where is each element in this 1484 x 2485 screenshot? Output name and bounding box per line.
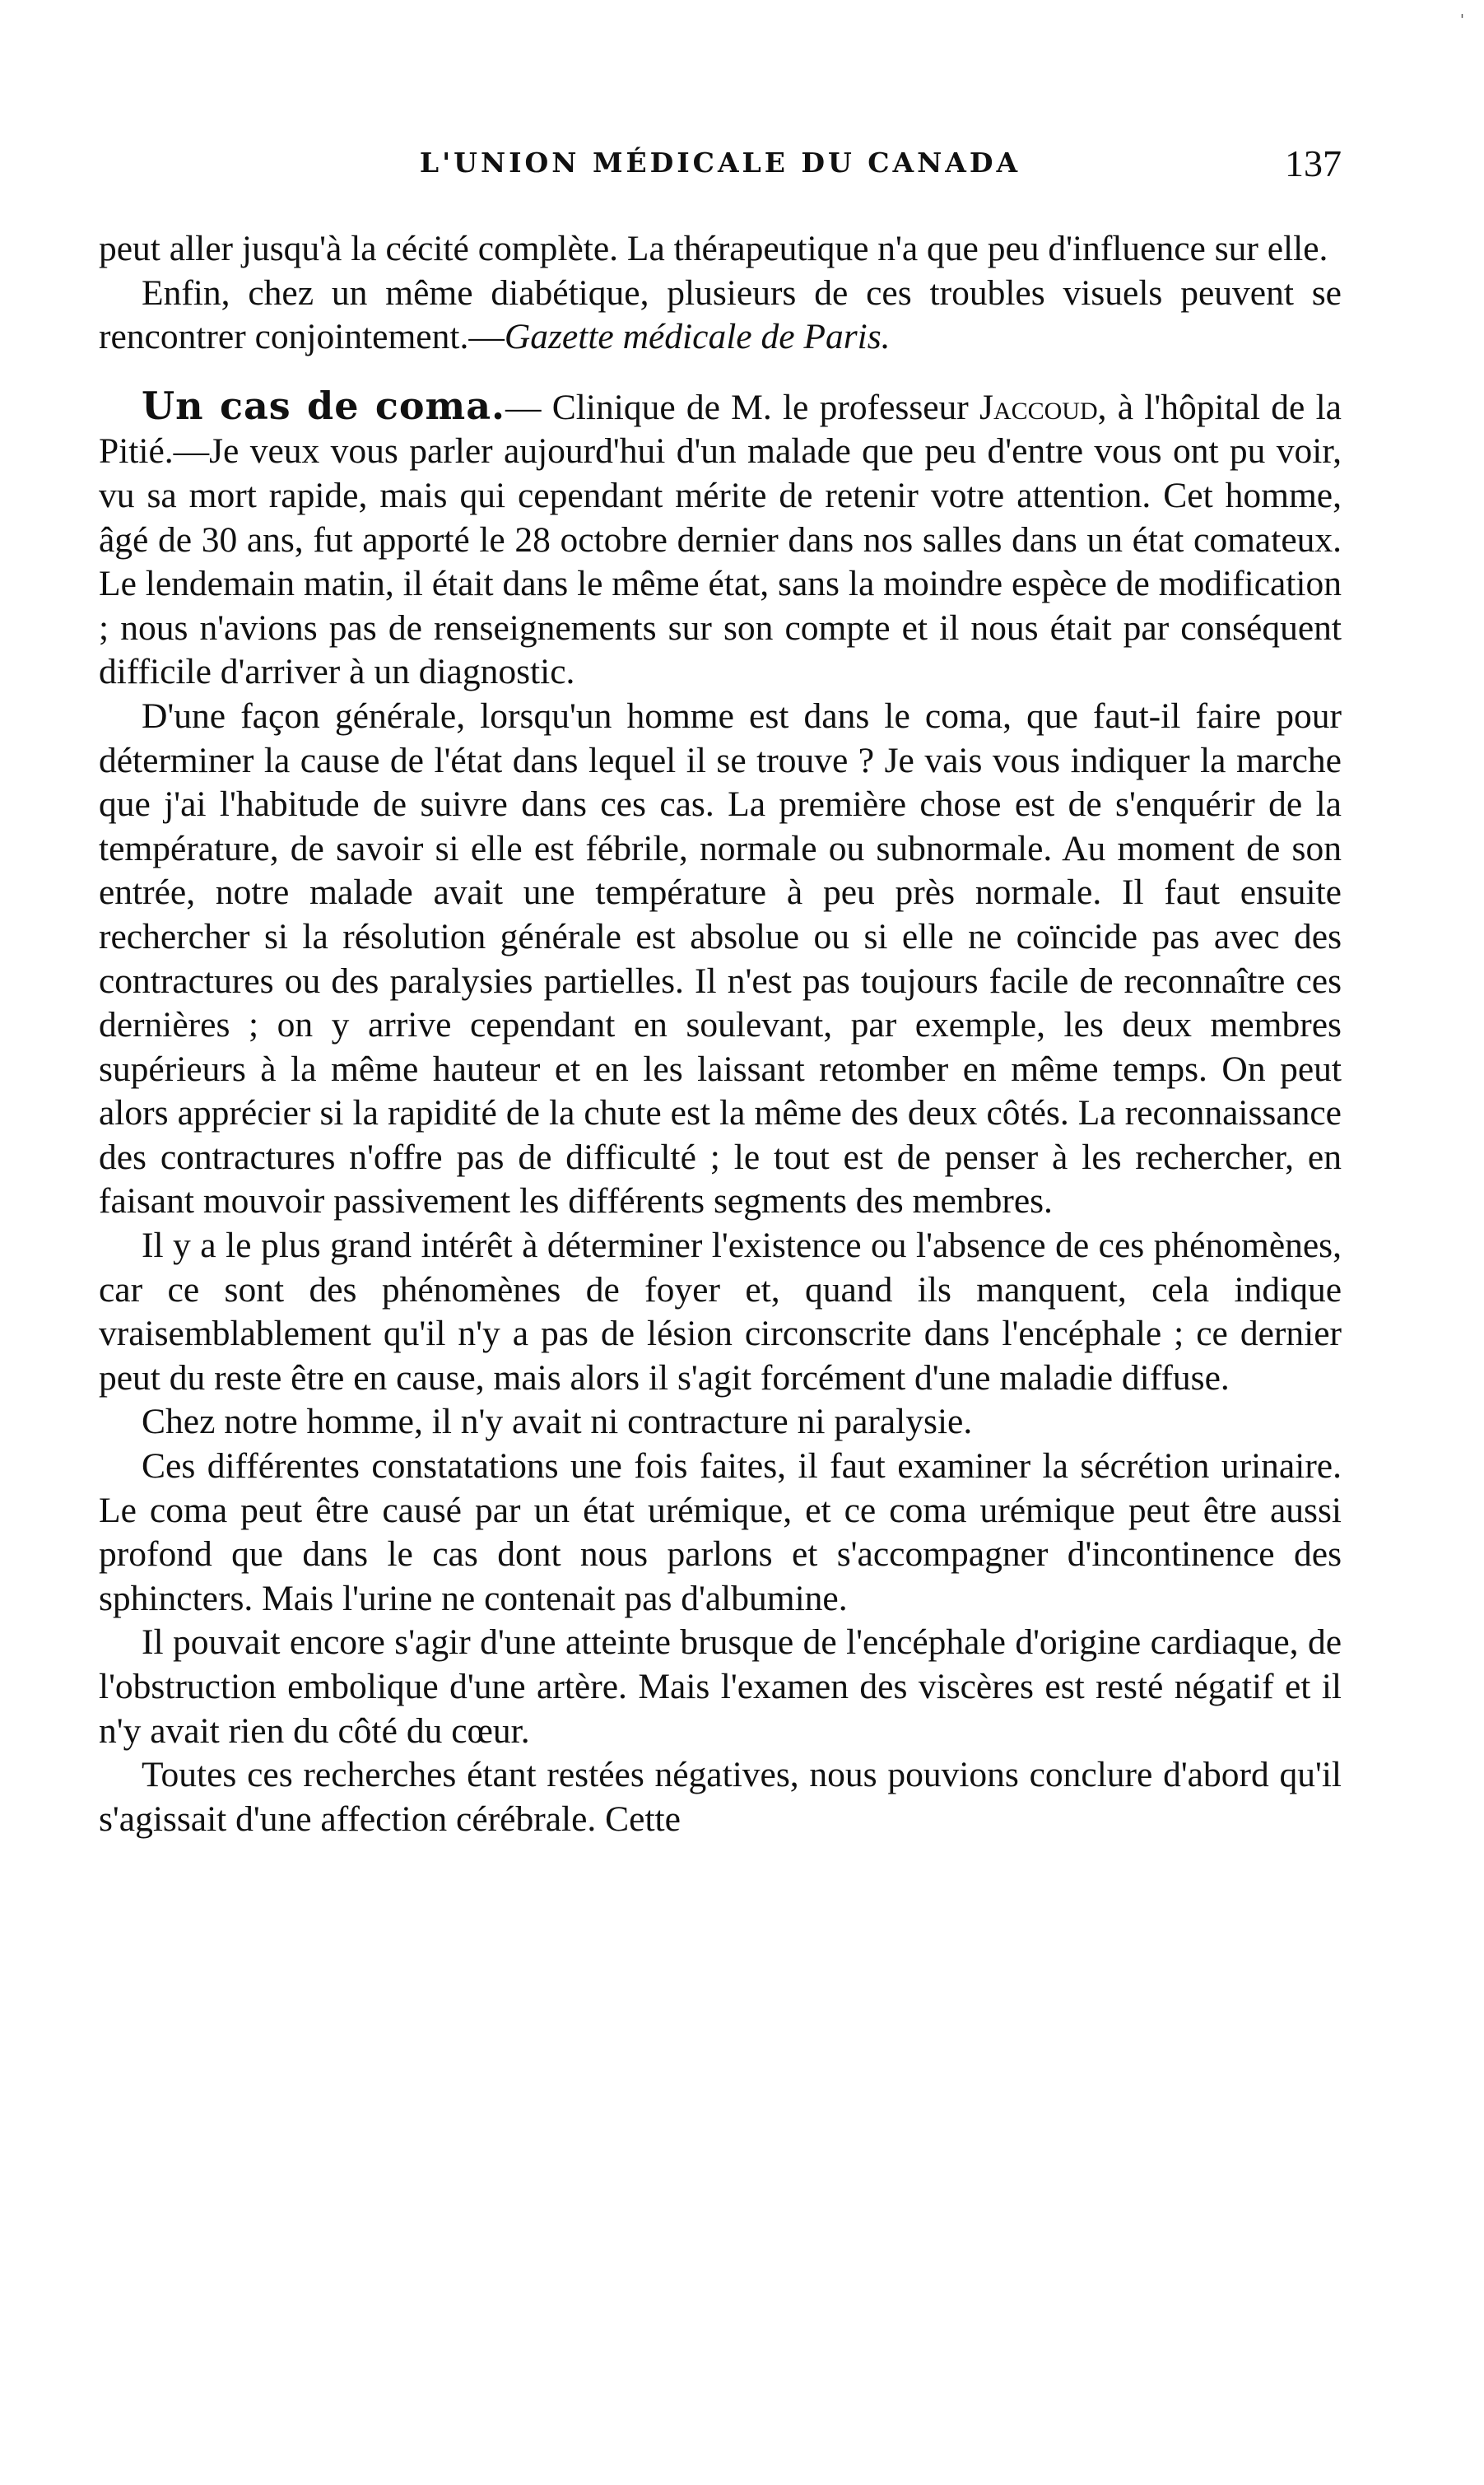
stray-ink-mark: ' (1460, 12, 1464, 29)
paragraph-text: , à l'hôpital de la Pitié.—Je veux vous parler aujourd'hui d'un malade que peu d'entre vous ont pu voir, vu sa mort rapide, mais qui cependant mérite de retenir votre attention. Cet homme, âgé de 30 ans, fut apporté le 28 octobre dernier dans nos salles dans un état comateux. Le lendemain matin, il était dans le même état, sans la moindre espèce de modification ; nous n'avions pas de renseignements sur son compte et il nous était par conséquent difficile d'arriver à un diagnostic. (99, 387, 1342, 692)
paragraph-text: D'une façon générale, lorsqu'un homme est dans le coma, que faut-il faire pour déterminer la cause de l'état dans lequel il se trouve ? Je vais vous indiquer la marche que j'ai l'habitude de suivre dans ces cas. La première chose est de s'enquérir de la température, de savoir si elle est fébrile, normale ou subnormale. Au moment de son entrée, notre malade avait une température à peu près normale. Il faut ensuite rechercher si la résolution générale est absolue ou si elle ne coïncide pas avec des contractures ou des paralysies partielles. Il n'est pas toujours facile de reconnaître ces dernières ; on y arrive cependant en soulevant, par exemple, les deux membres supérieurs à la même hauteur et en les laissant retomber en même temps. On peut alors apprécier si la rapidité de la chute est la même des deux côtés. La reconnaissance des contractures n'offre pas de difficulté ; le tout est de penser à les rechercher, en faisant mouvoir passivement les différents segments des membres. (99, 696, 1342, 1222)
paragraph (99, 1753, 1342, 1841)
paragraph (99, 695, 1342, 1224)
case-paragraph (99, 384, 1342, 695)
paragraph-text: Toutes ces recherches étant restées négatives, nous pouvions conclure d'abord qu'il s'agissait d'une affection cérébrale. Cette (99, 1755, 1342, 1839)
case-heading-dash: — Clinique de M. le professeur (505, 387, 980, 427)
paragraph-text: Enfin, chez un même diabétique, plusieurs de ces troubles visuels peuvent se rencontrer conjointement.— (99, 272, 1342, 357)
paragraph (99, 227, 1342, 272)
paragraph-text: Il pouvait encore s'agir d'une atteinte brusque de l'encéphale d'origine cardiaque, de l'obstruction embolique d'une artère. Mais l'examen des viscères est resté négatif et il n'y avait rien du côté du cœur. (99, 1622, 1342, 1751)
paragraph (99, 1400, 1342, 1445)
paragraph-text: Chez notre homme, il n'y avait ni contracture ni paralysie. (142, 1402, 973, 1442)
paragraph-text: peut aller jusqu'à la cécité complète. La thérapeutique n'a que peu d'influence sur elle. (99, 229, 1328, 268)
article-body (99, 227, 1342, 1841)
professor-name: Jaccoud (979, 387, 1098, 427)
paragraph (99, 1445, 1342, 1621)
case-heading: Un cas de coma. (142, 383, 506, 428)
page-number: 137 (1285, 142, 1342, 184)
source-citation: Gazette médicale de Paris. (504, 317, 891, 357)
paragraph (99, 1621, 1342, 1753)
paragraph (99, 272, 1342, 360)
paragraph-text: Il y a le plus grand intérêt à déterminer l'existence ou l'absence de ces phénomènes, car ce sont des phénomènes de foyer et, quand ils manquent, cela indique vraisemblablement qu'il n'y a pas de lésion circonscrite dans l'encéphale ; ce dernier peut du reste être en cause, mais alors il s'agit forcément d'une maladie diffuse. (99, 1226, 1342, 1398)
paragraph (99, 1224, 1342, 1400)
paragraph-text: Ces différentes constatations une fois faites, il faut examiner la sécrétion urinaire. Le coma peut être causé par un état urémique, et ce coma urémique peut être aussi profond que dans le cas dont nous parlons et s'accompagner d'incontinence des sphincters. Mais l'urine ne contenait pas d'albumine. (99, 1446, 1342, 1618)
running-head (99, 142, 1342, 191)
running-title: L'UNION MÉDICALE DU CANADA (419, 147, 1021, 179)
